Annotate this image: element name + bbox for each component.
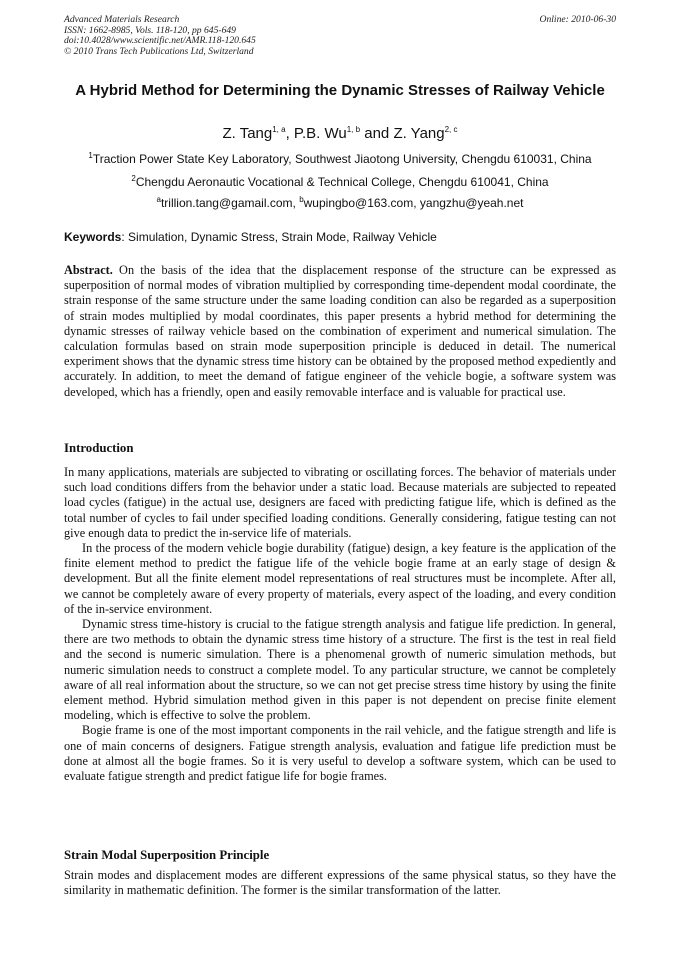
journal-header — [64, 15, 616, 57]
author-separator: and — [360, 125, 394, 142]
issn-line: ISSN: 1662-8985, Vols. 118-120, pp 645-649 — [64, 24, 236, 36]
abstract — [64, 263, 616, 400]
abstract-text: On the basis of the idea that the displacement response of the structure can be expressed as superposition of normal modes of vibration multiplied by corresponding time-dependent modal coordinate, the strain response of the same structure under the same loading condition can also be regarded as a superposition of strain modes multiplied by modal coordinates, this paper presents a hybrid method for determining the dynamic stresses of railway vehicle based on the combination of experiment and numerical simulation. The calculation formulas based on strain mode superposition principle is deduced in detail. The numerical experiment shows that the dynamic stress time history can be obtained by the proposed method expediently and accurately. In addition, to meet the demand of fatigue engineer of the vehicle bogie, a software system was developed, which has a friendly, open and easily removable interface and is valuable for practical use. — [64, 263, 616, 399]
email-mark: a — [156, 195, 161, 204]
affiliation-text: Chengdu Aeronautic Vocational & Technical College, Chengdu 610041, China — [135, 175, 549, 189]
paragraph: In the process of the modern vehicle bogie durability (fatigue) design, a key feature is the application of the finite element method to predict the fatigue life of the vehicle bogie frame at an early stage of design & development. But all the finite element model representations of real structures must be incomplete. After all, we cannot be completely aware of every property of materials, every aspect of the loading, and every condition of the in-service environment. — [64, 541, 616, 616]
affiliation-text: Traction Power State Key Laboratory, Southwest Jiaotong University, Chengdu 610031, China — [92, 152, 592, 166]
keywords-label: Keywords — [64, 230, 122, 244]
author-list — [64, 125, 616, 143]
email-mark: b — [299, 195, 304, 204]
strain-section-text: Strain modes and displacement modes are different expressions of the same physical status, so they have the similarity in mathematic definition. The former is the similar transformation of the latter. — [64, 868, 616, 898]
abstract-label: Abstract. — [64, 263, 113, 277]
author-mark: 2, c — [444, 125, 458, 134]
paragraph: Dynamic stress time-history is crucial to the fatigue strength analysis and fatigue life prediction. In general, there are two methods to obtain the dynamic stress time history of a structure. The first is the test in real field and the second is numeric simulation. There is a phenomenal growth of numeric simulation methods, but numeric simulation needs to construct a complete model. To any particular structure, we cannot be completely aware of all real information about the structure, so we can not get precise stress time history by using the finite element method. Hybrid simulation method given in this paper is not dependent on precise finite element modeling, which is effective to solve the problem. — [64, 617, 616, 723]
online-date: Online: 2010-06-30 — [539, 14, 616, 25]
affiliation-2 — [64, 175, 616, 189]
strain-section-heading: Strain Modal Superposition Principle — [64, 848, 270, 862]
affiliation-mark: 2 — [131, 174, 136, 183]
paragraph: Bogie frame is one of the most important components in the rail vehicle, and the fatigue strength and life is one of main concerns of designers. Fatigue strength analysis, evaluation and fatigue life prediction must be done at almost all the bogie frames. So it is very useful to develop a software system, which can be used to evaluate fatigue strength and predict fatigue life for bogie frames. — [64, 723, 616, 784]
keywords — [64, 230, 616, 244]
email-text: trillion.tang@gamail.com, — [160, 196, 300, 210]
doi-line: doi:10.4028/www.scientific.net/AMR.118-120.645 — [64, 35, 256, 47]
paper-title: A Hybrid Method for Determining the Dynamic Stresses of Railway Vehicle — [75, 82, 605, 99]
journal-name: Advanced Materials Research — [64, 14, 180, 25]
author-name: Z. Tang — [222, 125, 273, 142]
author-name: Z. Yang — [393, 125, 445, 142]
introduction-heading: Introduction — [64, 441, 134, 455]
paragraph: In many applications, materials are subjected to vibrating or oscillating forces. The behavior of materials under such load conditions differs from the behavior under a static load. Because materials are subjected to repeated load cycles (fatigue) in the actual use, designers are faced with predicting fatigue life, which is defined as the total number of cycles to fail under specified loading conditions. Generally considering, fatigue testing can not give enough data to predict the in-service life of materials. — [64, 465, 616, 540]
keywords-text: : Simulation, Dynamic Stress, Strain Mode, Railway Vehicle — [121, 230, 437, 244]
author-separator: , — [285, 125, 294, 142]
author-name: P.B. Wu — [293, 125, 347, 142]
email-text: wupingbo@163.com, yangzhu@yeah.net — [303, 196, 524, 210]
author-emails — [64, 196, 616, 210]
author-mark: 1, b — [346, 125, 361, 134]
introduction-body — [64, 465, 616, 784]
copyright-line: © 2010 Trans Tech Publications Ltd, Switzerland — [64, 45, 254, 57]
author-mark: 1, a — [272, 125, 286, 134]
affiliation-mark: 1 — [88, 151, 93, 160]
affiliation-1 — [64, 152, 616, 166]
